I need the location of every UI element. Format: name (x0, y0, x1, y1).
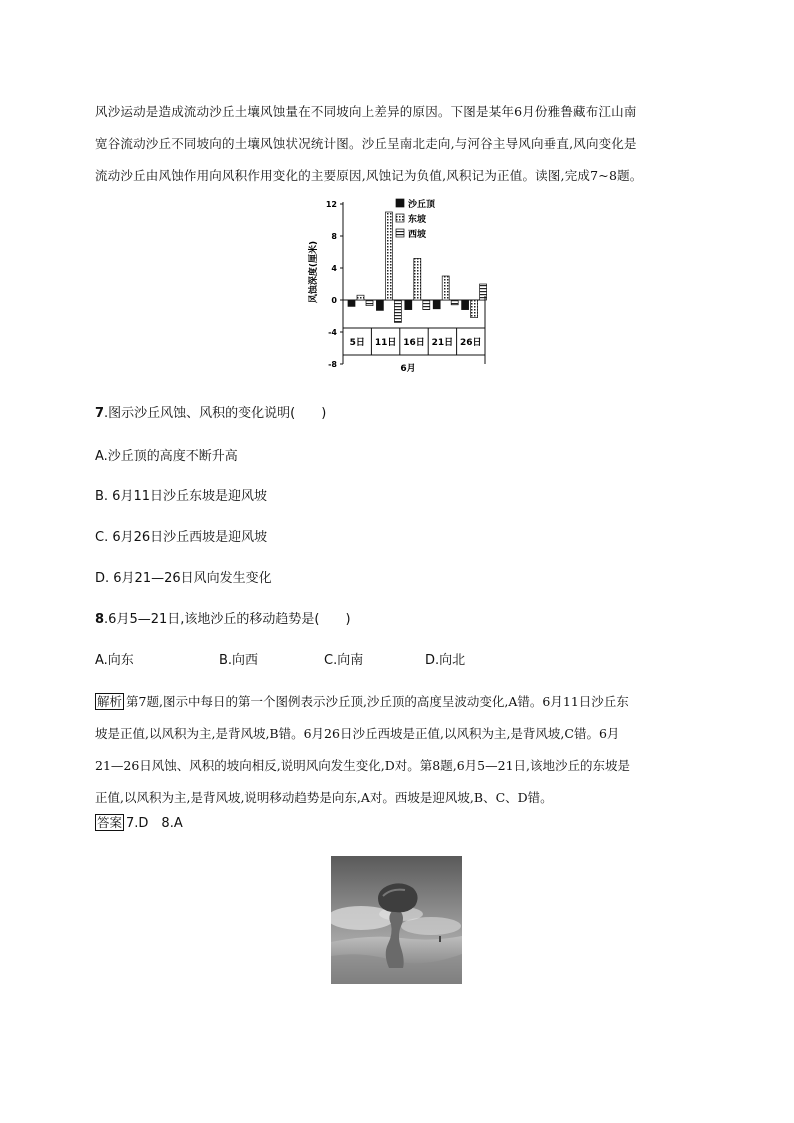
bar-solid (433, 300, 440, 309)
bar-solid (405, 300, 412, 310)
legend-label: 沙丘顶 (408, 200, 436, 210)
intro-line: 流动沙丘由风蚀作用向风积作用变化的主要原因,风蚀记为负值,风积记为正值。读图,完成7~8题。 (95, 168, 643, 183)
legend-label: 东坡 (408, 215, 427, 225)
analysis-line: 21—26日风蚀、风积的坡向相反,说明风向发生变化,D对。第8题,6月5—21日,该地沙丘的东坡是 (95, 758, 630, 773)
intro-line: 风沙运动是造成流动沙丘土壤风蚀量在不同坡向上差异的原因。下图是某年6月份雅鲁藏布江山南 (95, 104, 637, 119)
category-label: 21日 (431, 338, 454, 348)
analysis-line: 正值,以风积为主,是背风坡,说明移动趋势是向东,A对。西坡是迎风坡,B、C、D错。 (95, 790, 553, 805)
legend-swatch-dots (396, 214, 404, 222)
legend-swatch-solid (396, 199, 404, 207)
question-8 (95, 608, 351, 627)
answer-text: 7.D 8.A (126, 816, 183, 831)
bar-hlines (394, 300, 401, 322)
bar-hlines (451, 300, 458, 305)
y-tick-label: 12 (325, 200, 337, 209)
bar-hlines (423, 300, 430, 310)
intro-paragraph (95, 96, 707, 192)
legend-label: 西坡 (408, 230, 427, 240)
q8-option-c[interactable]: C.向南 (324, 653, 364, 668)
q7-option-d[interactable]: D. 6月21—26日风向发生变化 (95, 571, 272, 586)
bar-dots (357, 295, 364, 300)
bar-solid (376, 300, 383, 310)
mushroom-rock-photo (331, 856, 462, 984)
q8-option-b[interactable]: B.向西 (219, 653, 259, 668)
rock-photo-image (331, 856, 462, 984)
chart-svg (300, 192, 500, 377)
bar-solid (462, 300, 469, 310)
y-axis-label: 风蚀深度(厘米) (309, 240, 319, 304)
x-axis-label: 6月 (400, 364, 416, 374)
intro-line: 宽谷流动沙丘不同坡向的土壤风蚀状况统计图。沙丘呈南北走向,与河谷主导风向垂直,风向变化是 (95, 136, 637, 151)
wind-erosion-chart (300, 192, 500, 377)
q8-option-a[interactable]: A.向东 (95, 653, 134, 668)
answer-block (95, 812, 183, 831)
y-tick-label: -8 (328, 360, 337, 369)
answer-tag: 答案 (97, 815, 123, 830)
question-stem: .6月5—21日,该地沙丘的移动趋势是( ) (104, 612, 351, 627)
category-label: 5日 (349, 338, 365, 348)
bar-dots (471, 300, 478, 318)
category-label: 11日 (374, 338, 397, 348)
bar-dots (385, 212, 392, 300)
bar-solid (348, 300, 355, 306)
q8-options (95, 649, 465, 668)
category-label: 26日 (460, 338, 482, 348)
bar-hlines (366, 300, 373, 306)
question-number: 7 (95, 406, 105, 421)
analysis-block (95, 686, 707, 814)
y-tick-label: 4 (331, 264, 337, 273)
q7-option-c[interactable]: C. 6月26日沙丘西坡是迎风坡 (95, 530, 268, 545)
y-tick-label: -4 (328, 328, 337, 337)
q8-option-d[interactable]: D.向北 (425, 653, 466, 668)
y-tick-label: 0 (331, 296, 337, 305)
bar-dots (414, 258, 421, 300)
legend-swatch-hlines (396, 229, 404, 237)
q7-option-b[interactable]: B. 6月11日沙丘东坡是迎风坡 (95, 489, 267, 504)
y-tick-label: 8 (331, 232, 337, 241)
question-number: 8 (95, 612, 105, 627)
bar-dots (442, 276, 449, 300)
question-stem: .图示沙丘风蚀、风积的变化说明( ) (104, 406, 327, 421)
analysis-tag: 解析 (97, 694, 123, 709)
q7-option-a[interactable]: A.沙丘顶的高度不断升高 (95, 449, 238, 464)
question-7 (95, 402, 326, 421)
analysis-line: 第7题,图示中每日的第一个图例表示沙丘顶,沙丘顶的高度呈波动变化,A错。6月11日沙丘东 (126, 694, 629, 709)
category-label: 16日 (403, 338, 425, 348)
analysis-line: 坡是正值,以风积为主,是背风坡,B错。6月26日沙丘西坡是正值,以风积为主,是背风坡,C错。6月 (95, 726, 620, 741)
bar-hlines (480, 284, 487, 300)
